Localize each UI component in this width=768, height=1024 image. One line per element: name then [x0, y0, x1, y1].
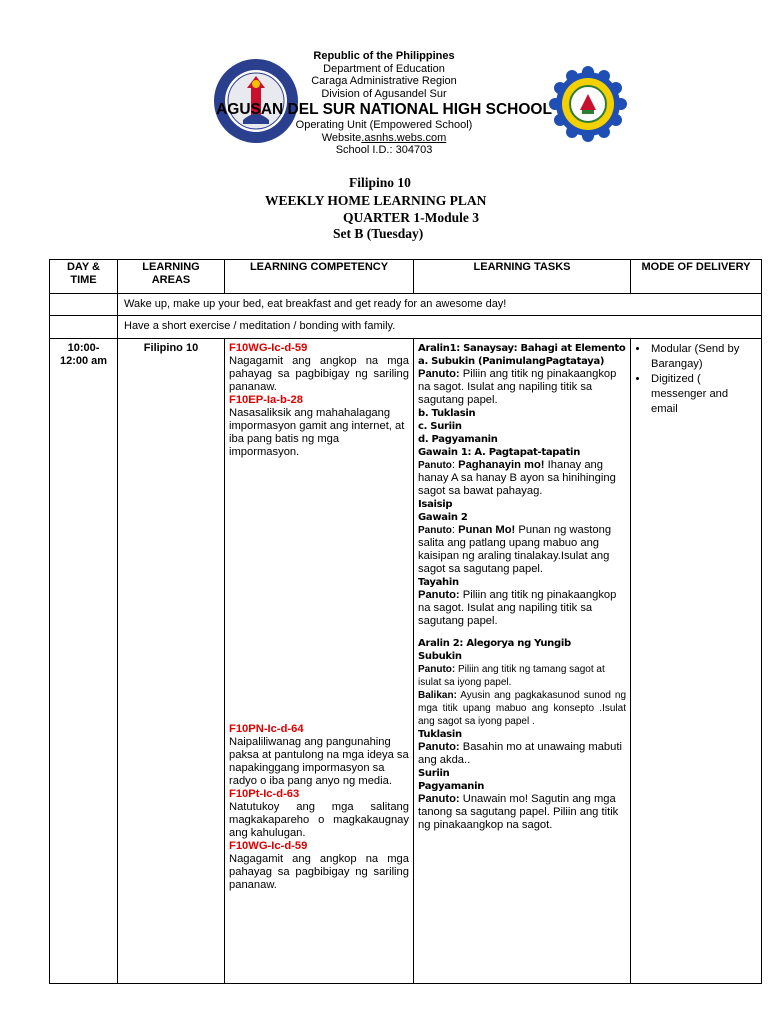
- tayahin-heading: Tayahin: [418, 577, 459, 588]
- school-id-line: School I.D.: 304703: [335, 144, 433, 156]
- website-label: Website: [321, 131, 362, 144]
- subukin-heading: a. Subukin (PanimulangPagtataya): [418, 356, 605, 367]
- table-row: [50, 294, 762, 316]
- competency-code: F10WG-Ic-d-59: [229, 840, 308, 852]
- aralin-2-title: Aralin 2: Alegorya ng Yungib: [418, 638, 571, 649]
- competency-code: F10Pt-Ic-d-63: [229, 788, 300, 800]
- competency-text: Nagagamit ang angkop na mga pahayag sa pagbibigay ng sariling pananaw.: [229, 853, 409, 891]
- competency-cell: [225, 339, 414, 984]
- plan-title: WEEKLY HOME LEARNING PLAN: [265, 193, 487, 208]
- competency-code: F10PN-Ic-d-64: [229, 723, 304, 735]
- mode-list: [635, 342, 757, 417]
- gawain-1-heading: Gawain 1: A. Pagtapat-tapatin: [418, 447, 581, 458]
- task-instruction: Panuto: Unawain mo! Sagutin ang mga tanong sa sagutang papel. Piliin ang titik ng pinakaangkop na sagot.: [418, 793, 619, 831]
- pagyamanin-heading: Pagyamanin: [418, 781, 485, 792]
- republic-line: Republic of the Philippines: [313, 50, 455, 62]
- competency-text: Natutukoy ang mga salitang magkakapareho o magkakaugnay ang kahulugan.: [229, 801, 409, 839]
- competency-text: Naipaliliwanag ang pangunahing paksa at pantulong na mga ideya sa napakinggang impormasyon sa radyo o iba pang anyo ng media.: [229, 736, 409, 787]
- task-instruction: Panuto: Basahin mo at unawaing mabuti ang akda..: [418, 741, 622, 766]
- list-item: • Modular (Send by Barangay): [649, 342, 757, 372]
- competency-code: F10EP-Ia-b-28: [229, 394, 303, 406]
- col-header-mode-of-delivery: MODE OF DELIVERY: [631, 260, 762, 294]
- department-line: Department of Education: [323, 62, 445, 75]
- area-cell: Filipino 10: [118, 339, 225, 984]
- website-link[interactable]: .asnhs.webs.com: [361, 131, 447, 144]
- set-title: Set B (Tuesday): [333, 226, 424, 241]
- region-line: Caraga Administrative Region: [311, 75, 457, 87]
- table-row: [50, 339, 762, 984]
- letterhead: [0, 50, 768, 157]
- col-header-learning-tasks: LEARNING TASKS: [414, 260, 631, 294]
- aralin-1-title: Aralin1: Sanaysay: Bahagi at Elemento: [418, 343, 626, 354]
- mode-cell: [631, 339, 762, 984]
- suriin-heading: c. Suriin: [418, 421, 462, 432]
- list-item: • Digitized ( messenger and email: [649, 372, 757, 417]
- quarter-title: QUARTER 1-Module 3: [343, 210, 480, 225]
- suriin-heading: Suriin: [418, 768, 450, 779]
- competency-code: F10WG-Ic-d-59: [229, 342, 308, 354]
- subject-title: Filipino 10: [349, 175, 411, 190]
- task-instruction: Balikan: Ayusin ang pagkakasunod sunod ng mga titik upang mabuo ang konsepto .Isulat ang sagot sa iyong papel .: [418, 690, 626, 727]
- gawain-2-heading: Gawain 2: [418, 512, 468, 523]
- subukin-heading: Subukin: [418, 651, 462, 662]
- task-instruction: Panuto: Piliin ang titik ng pinakaangkop na sagot. Isulat ang napiling titik sa sagutang papel.: [418, 368, 617, 406]
- tuklasin-heading: Tuklasin: [418, 729, 462, 740]
- task-instruction: Panuto: Punan Mo! Punan ng wastong salita ang patlang upang mabuo ang kaisipan ng araling tinalakay.Isulat ang sagot sa sagutang papel.: [418, 524, 612, 575]
- tasks-cell: [414, 339, 631, 984]
- school-name: AGUSAN DEL SUR NATIONAL HIGH SCHOOL: [216, 101, 552, 118]
- division-line: Division of Agusandel Sur: [321, 87, 447, 100]
- task-instruction: Panuto: Piliin ang titik ng pinakaangkop na sagot. Isulat ang napiling titik sa sagutang papel.: [418, 589, 617, 627]
- table-header-row: [50, 260, 762, 294]
- tuklasin-heading: b. Tuklasin: [418, 408, 476, 419]
- competency-text: Nagagamit ang angkop na mga pahayag sa pagbibigay ng sariling pananaw.: [229, 355, 409, 393]
- unit-line: Operating Unit (Empowered School): [295, 119, 473, 131]
- table-row: [50, 316, 762, 339]
- morning-routine-note: Wake up, make up your bed, eat breakfast and get ready for an awesome day!: [118, 294, 762, 316]
- competency-text: Nasasaliksik ang mahahalagang impormasyon gamit ang internet, at iba pang batis ng mga impormasyon.: [229, 407, 405, 458]
- website-line: [0, 132, 768, 145]
- exercise-note: Have a short exercise / meditation / bonding with family.: [118, 316, 762, 339]
- time-cell: 10:00-12:00 am: [50, 339, 118, 984]
- col-header-learning-competency: LEARNING COMPETENCY: [225, 260, 414, 294]
- pagyamanin-heading: d. Pagyamanin: [418, 434, 498, 445]
- col-header-day-time: DAY & TIME: [50, 260, 118, 294]
- task-instruction: Panuto: Paghanayin mo! Ihanay ang hanay A sa hanay B ayon sa hinihinging sagot sa bawat pahayag.: [418, 459, 616, 497]
- learning-plan-table: [49, 259, 762, 984]
- isaisip-heading: Isaisip: [418, 499, 453, 510]
- task-instruction: Panuto: Piliin ang titik ng tamang sagot at isulat sa iyong papel.: [418, 664, 605, 688]
- col-header-learning-areas: LEARNING AREAS: [118, 260, 225, 294]
